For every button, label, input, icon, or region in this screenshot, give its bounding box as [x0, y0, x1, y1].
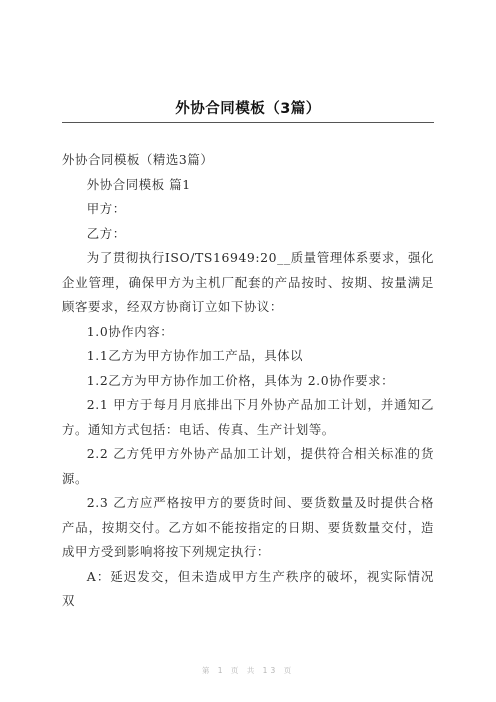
paragraph-party-b: 乙方： [86, 225, 126, 241]
paragraph-clause-1-2: 1.2乙方为甲方协作加工价格，具体为 2.0协作要求： [86, 372, 395, 388]
title-divider [62, 122, 434, 123]
paragraph-clause-2-3: 2.3 乙方应严格按甲方的要货时间、要货数量及时提供合格产品，按期交付。乙方如不能按指定的日期、要货数量交付，造成甲方受到影响将按下列规定执行： [62, 495, 434, 559]
paragraph-section-heading: 外协合同模板 篇1 [86, 176, 191, 192]
paragraph-preamble: 为了贯彻执行ISO/TS16949:20__质量管理体系要求，强化企业管理，确保甲方为主机厂配套的产品按时、按期、按量满足顾客要求，经双方协商订立如下协议： [62, 250, 434, 314]
paragraph-clause-1-1: 1.1乙方为甲方协作加工产品，具体以 [86, 348, 304, 363]
document-title: 外协合同模板（3篇） [175, 101, 321, 117]
paragraph-party-a: 甲方： [86, 201, 126, 216]
paragraph-clause-1-0: 1.0协作内容： [86, 323, 174, 339]
paragraph-clause-2-2: 2.2 乙方凭甲方外协产品加工计划，提供符合相关标准的货源。 [62, 446, 434, 486]
paragraph-clause-a: A：延迟发交，但未造成甲方生产秩序的破坏，视实际情况双 [62, 568, 434, 608]
paragraph-doc-subtitle: 外协合同模板（精选3篇） [62, 152, 214, 167]
document-body [62, 148, 434, 614]
paragraph-clause-2-1: 2.1 甲方于每月月底排出下月外协产品加工计划，并通知乙方。通知方式包括：电话、传真、生产计划等。 [62, 397, 434, 437]
page-footer: 第 1 页 共 13 页 [201, 666, 295, 675]
